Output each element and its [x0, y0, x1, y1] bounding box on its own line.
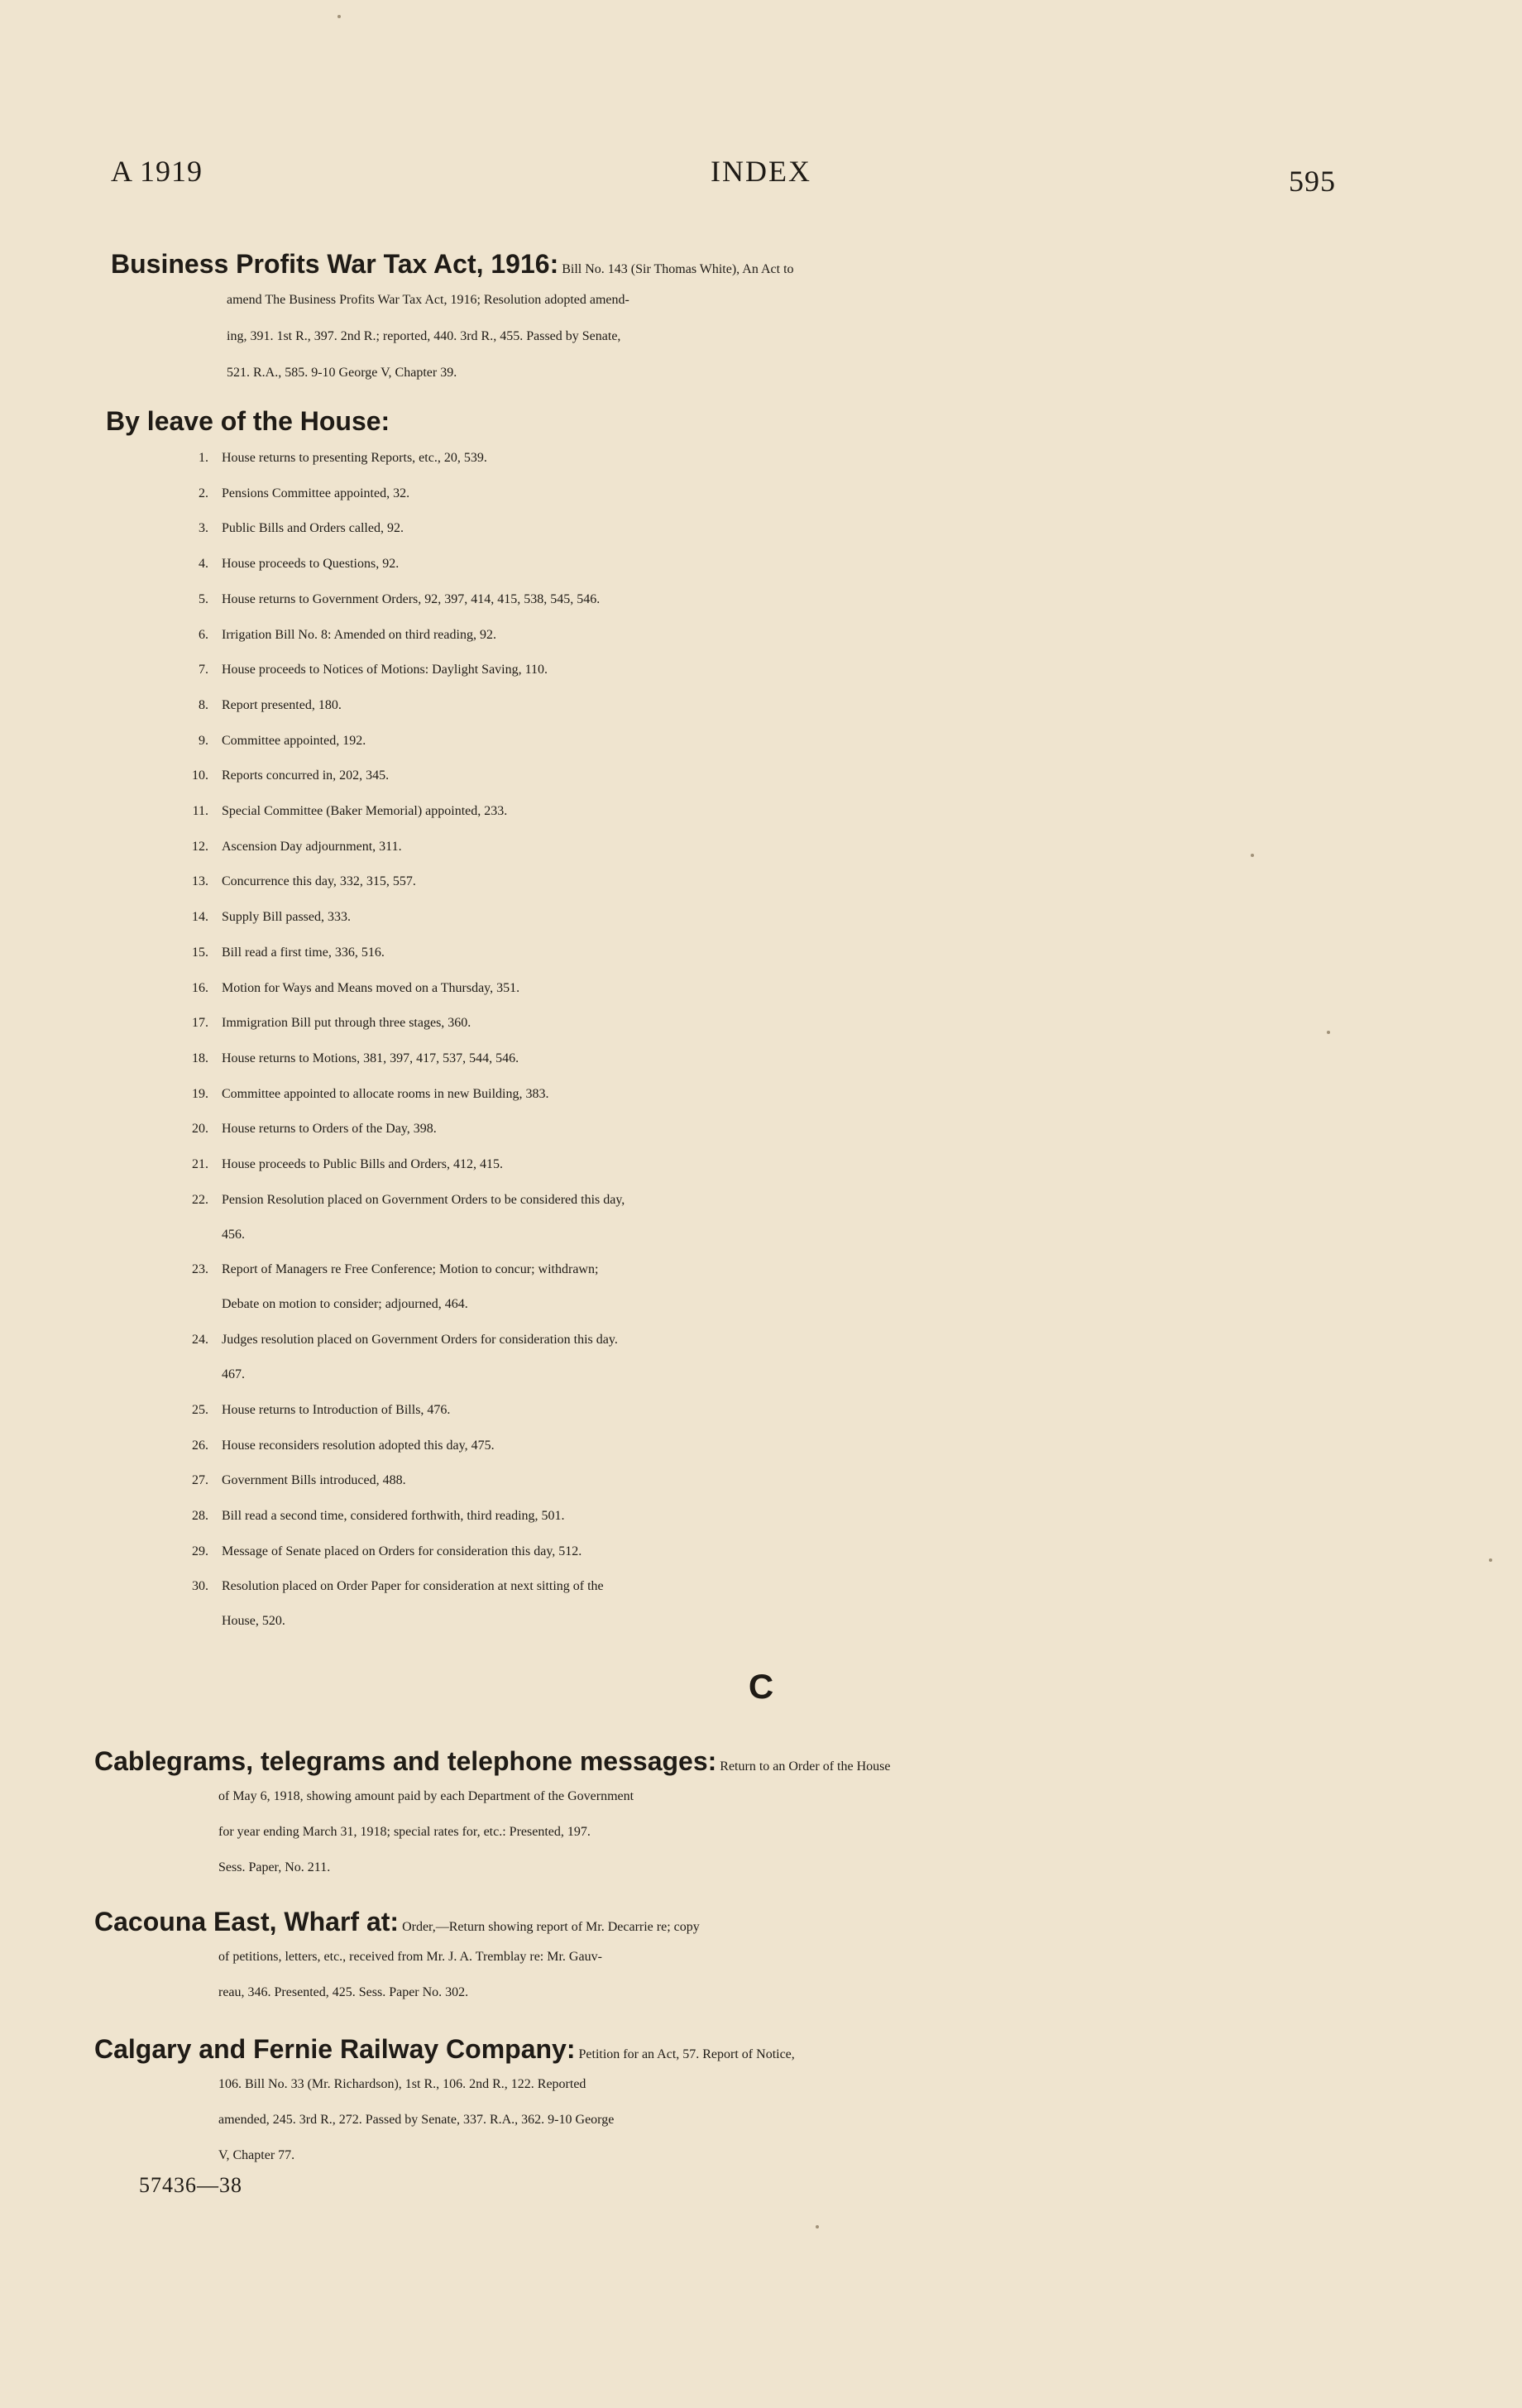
- list-item-number: 11.: [192, 804, 208, 818]
- list-item: Special Committee (Baker Memorial) appointed, 233.: [222, 804, 508, 818]
- list-item: Judges resolution placed on Government Orders for consideration this day.: [222, 1333, 618, 1348]
- list-item: Report of Managers re Free Conference; Motion to concur; withdrawn;: [222, 1262, 599, 1277]
- list-item-number: 19.: [192, 1086, 208, 1101]
- list-item-number: 23.: [192, 1262, 208, 1277]
- list-item-number: 20.: [192, 1122, 208, 1137]
- list-item: House returns to Orders of the Day, 398.: [222, 1122, 437, 1137]
- list-item-number: 13.: [192, 874, 208, 889]
- list-item: Reports concurred in, 202, 345.: [222, 768, 390, 783]
- list-item: Bill read a second time, considered forthwith, third reading, 501.: [222, 1508, 565, 1523]
- paper-speck: [1327, 1031, 1330, 1034]
- list-item: Pension Resolution placed on Government Orders to be considered this day,: [222, 1192, 625, 1207]
- list-item: 456.: [222, 1227, 245, 1242]
- list-item: House proceeds to Questions, 92.: [222, 557, 400, 572]
- entry-line: reau, 346. Presented, 425. Sess. Paper No. 302.: [218, 1985, 469, 1999]
- list-item-number: 30.: [192, 1579, 208, 1594]
- section-letter: C: [748, 1667, 774, 1706]
- list-item: House returns to Government Orders, 92, 397, 414, 415, 538, 545, 546.: [222, 591, 601, 606]
- paper-speck: [816, 2225, 819, 2228]
- list-item: 467.: [222, 1367, 245, 1382]
- entry-line: amend The Business Profits War Tax Act, 1916; Resolution adopted amend-: [227, 293, 629, 307]
- list-item: House returns to presenting Reports, etc., 20, 539.: [222, 451, 487, 465]
- list-item-number: 14.: [192, 910, 208, 925]
- list-item-number: 25.: [192, 1402, 208, 1417]
- entry-line: 521. R.A., 585. 9-10 George V, Chapter 39.: [227, 366, 457, 380]
- entry-line: of May 6, 1918, showing amount paid by each Department of the Government: [218, 1789, 634, 1803]
- list-item-number: 17.: [192, 1016, 208, 1031]
- footer-printer-code: 57436—38: [139, 2173, 242, 2197]
- list-item: House reconsiders resolution adopted this day, 475.: [222, 1438, 495, 1453]
- paper-speck: [1251, 854, 1254, 857]
- list-item: Motion for Ways and Means moved on a Thursday, 351.: [222, 980, 520, 995]
- list-item: Ascension Day adjournment, 311.: [222, 839, 402, 854]
- list-item: Report presented, 180.: [222, 697, 342, 712]
- list-item-number: 10.: [192, 768, 208, 783]
- entry-heading: Calgary and Fernie Railway Company:: [94, 2034, 576, 2064]
- list-item-number: 28.: [192, 1508, 208, 1523]
- entry-line: Bill No. 143 (Sir Thomas White), An Act to: [562, 262, 794, 276]
- entry-heading: Cablegrams, telegrams and telephone messages:: [94, 1746, 717, 1776]
- list-item: House proceeds to Public Bills and Orders, 412, 415.: [222, 1157, 503, 1171]
- list-item-number: 18.: [192, 1051, 208, 1065]
- paper-speck: [337, 15, 341, 18]
- list-item-number: 4.: [199, 557, 208, 572]
- list-item: Resolution placed on Order Paper for consideration at next sitting of the: [222, 1579, 604, 1594]
- list-item-number: 1.: [199, 451, 208, 465]
- list-item: Concurrence this day, 332, 315, 557.: [222, 874, 416, 889]
- list-item-number: 2.: [199, 486, 208, 500]
- list-item-number: 5.: [199, 591, 208, 606]
- list-item: Immigration Bill put through three stages, 360.: [222, 1016, 471, 1031]
- entry-line: of petitions, letters, etc., received from Mr. J. A. Tremblay re: Mr. Gauv-: [218, 1950, 602, 1964]
- list-item-number: 12.: [192, 839, 208, 854]
- list-item-number: 16.: [192, 980, 208, 995]
- list-item-number: 15.: [192, 945, 208, 960]
- list-item-number: 7.: [199, 663, 208, 677]
- entry-line: Order,—Return showing report of Mr. Decarrie re; copy: [402, 1920, 700, 1934]
- list-item-number: 26.: [192, 1438, 208, 1453]
- entry-line: 106. Bill No. 33 (Mr. Richardson), 1st R., 106. 2nd R., 122. Reported: [218, 2077, 586, 2091]
- header-session: A 1919: [111, 155, 203, 188]
- list-item-number: 22.: [192, 1192, 208, 1207]
- page-number: 595: [1289, 165, 1336, 198]
- entry-heading: Business Profits War Tax Act, 1916:: [111, 249, 559, 279]
- list-item: House returns to Motions, 381, 397, 417, 537, 544, 546.: [222, 1051, 519, 1065]
- list-item: Supply Bill passed, 333.: [222, 910, 352, 925]
- entry-line: Return to an Order of the House: [720, 1759, 891, 1774]
- list-item: Bill read a first time, 336, 516.: [222, 945, 385, 960]
- list-item-number: 9.: [199, 733, 208, 748]
- list-item: House, 520.: [222, 1614, 285, 1629]
- list-item: Message of Senate placed on Orders for consideration this day, 512.: [222, 1544, 582, 1558]
- entry-line: V, Chapter 77.: [218, 2148, 295, 2162]
- entry-line: Petition for an Act, 57. Report of Notice,: [578, 2047, 795, 2061]
- list-item-number: 27.: [192, 1473, 208, 1488]
- list-item-number: 8.: [199, 697, 208, 712]
- entry-line: ing, 391. 1st R., 397. 2nd R.; reported, 440. 3rd R., 455. Passed by Senate,: [227, 329, 621, 343]
- header-title: INDEX: [711, 155, 811, 188]
- entry-line: Sess. Paper, No. 211.: [218, 1860, 331, 1874]
- list-item: Public Bills and Orders called, 92.: [222, 521, 404, 536]
- list-item-number: 21.: [192, 1157, 208, 1171]
- list-item: Government Bills introduced, 488.: [222, 1473, 406, 1488]
- entry-line: for year ending March 31, 1918; special rates for, etc.: Presented, 197.: [218, 1825, 591, 1839]
- list-item: Debate on motion to consider; adjourned, 464.: [222, 1297, 468, 1312]
- paper-speck: [1489, 1558, 1492, 1562]
- entry-heading: Cacouna East, Wharf at:: [94, 1907, 400, 1936]
- entry-line: amended, 245. 3rd R., 272. Passed by Senate, 337. R.A., 362. 9-10 George: [218, 2113, 615, 2127]
- list-item-number: 3.: [199, 521, 208, 536]
- list-item-number: 6.: [199, 627, 208, 642]
- list-item: House returns to Introduction of Bills, 476.: [222, 1402, 451, 1417]
- list-item: Committee appointed, 192.: [222, 733, 366, 748]
- list-item: House proceeds to Notices of Motions: Daylight Saving, 110.: [222, 663, 548, 677]
- list-item: Irrigation Bill No. 8: Amended on third reading, 92.: [222, 627, 496, 642]
- list-item-number: 29.: [192, 1544, 208, 1558]
- list-item: Pensions Committee appointed, 32.: [222, 486, 410, 500]
- list-item-number: 24.: [192, 1333, 208, 1348]
- entry-heading-by-leave: By leave of the House:: [106, 406, 390, 436]
- list-item: Committee appointed to allocate rooms in new Building, 383.: [222, 1086, 549, 1101]
